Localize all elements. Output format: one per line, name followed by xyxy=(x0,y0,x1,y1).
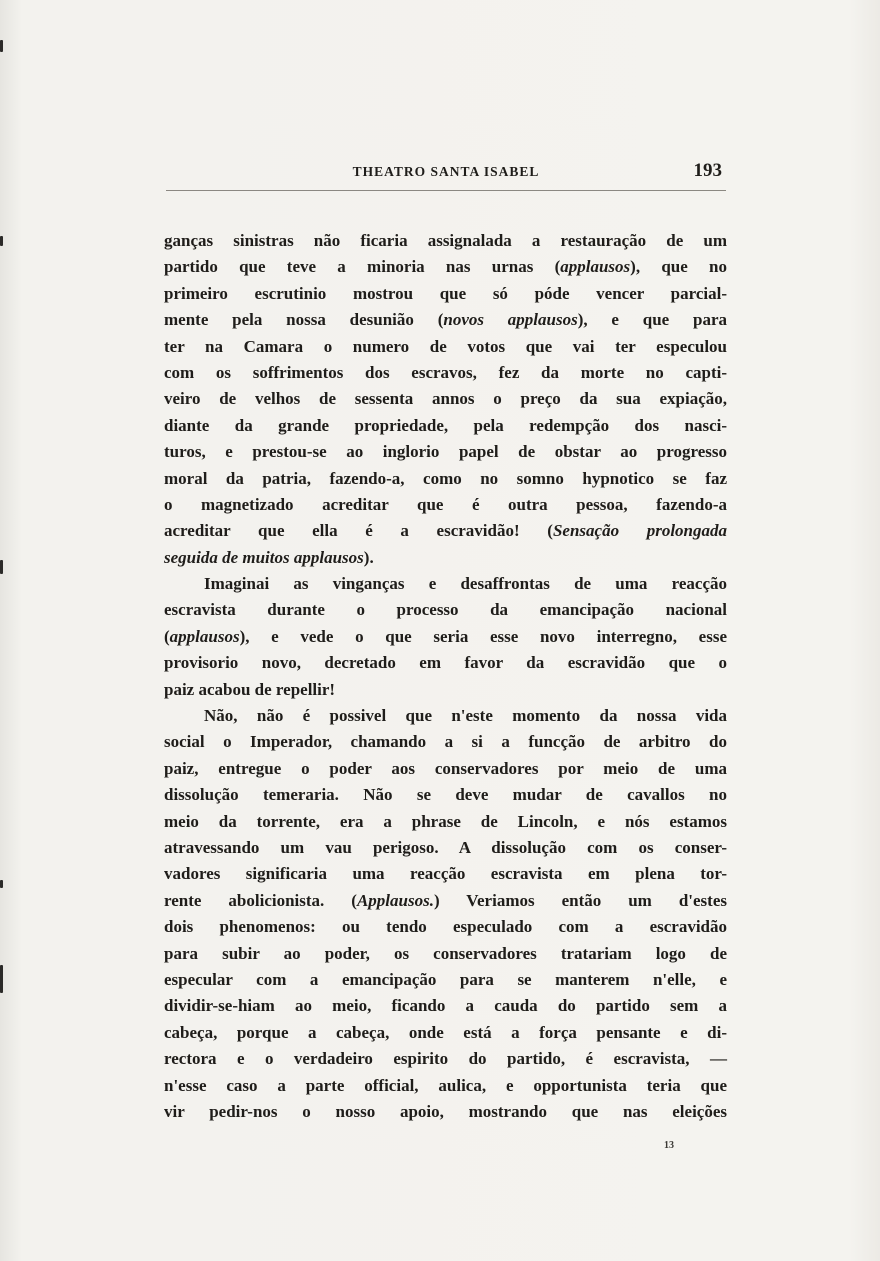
text-line: turos, e prestou-se ao inglorio papel de obstar ao progresso xyxy=(164,442,727,462)
text-line: meio da torrente, era a phrase de Lincoln, e nós estamos xyxy=(164,811,727,831)
text-line: vadores significaria uma reacção escravista em plena tor- xyxy=(164,864,727,884)
text-line: vir pedir-nos o nosso apoio, mostrando que nas eleições xyxy=(164,1101,727,1121)
text-line: rente abolicionista. (Applausos.) Veriamos então um d'estes xyxy=(164,890,727,910)
text-line: seguida de muitos applausos). xyxy=(164,547,374,567)
text-line: o magnetizado acreditar que é outra pessoa, fazendo-a xyxy=(164,494,727,514)
text-line: com os soffrimentos dos escravos, fez da morte no capti- xyxy=(164,362,727,382)
binding-edge-mark xyxy=(0,40,3,52)
text-line: dois phenomenos: ou tendo especulado com a escravidão xyxy=(164,917,727,937)
binding-edge-mark xyxy=(0,965,3,993)
text-line: paiz acabou de repellir! xyxy=(164,679,336,699)
binding-edge-mark xyxy=(0,560,3,574)
text-line: Imaginai as vinganças e desaffrontas de uma reacção xyxy=(204,574,727,594)
text-line: escravista durante o processo da emancipação nacional xyxy=(164,600,727,620)
text-line: moral da patria, fazendo-a, como no somno hypnotico se faz xyxy=(164,468,727,488)
text-line: primeiro escrutinio mostrou que só póde vencer parcial- xyxy=(164,283,727,303)
text-line: dividir-se-hiam ao meio, ficando a cauda do partido sem a xyxy=(164,996,727,1016)
binding-edge-mark xyxy=(0,880,3,888)
running-head xyxy=(166,160,726,190)
text-line: diante da grande propriedade, pela redempção dos nasci- xyxy=(164,415,727,435)
binding-edge-mark xyxy=(0,236,3,246)
text-line: para subir ao poder, os conservadores tratariam logo de xyxy=(164,943,727,963)
text-line: provisorio novo, decretado em favor da escravidão que o xyxy=(164,653,727,673)
text-line: veiro de velhos de sessenta annos o preço da sua expiação, xyxy=(164,389,727,409)
text-line: rectora e o verdadeiro espirito do partido, é escravista, — xyxy=(164,1049,727,1069)
text-line: n'esse caso a parte official, aulica, e opportunista teria que xyxy=(164,1075,727,1095)
text-line: Não, não é possivel que n'este momento da nossa vida xyxy=(204,706,727,726)
text-line: especular com a emancipação para se manterem n'elle, e xyxy=(164,969,727,989)
page-number: 193 xyxy=(693,160,722,181)
text-line: mente pela nossa desunião (novos applausos), e que para xyxy=(164,310,727,330)
text-line: paiz, entregue o poder aos conservadores por meio de uma xyxy=(164,758,727,778)
signature-mark: 13 xyxy=(664,1140,674,1151)
text-line: atravessando um vau perigoso. A dissolução com os conser- xyxy=(164,837,727,857)
text-line: acreditar que ella é a escravidão! (Sensação prolongada xyxy=(164,521,727,541)
body-text xyxy=(164,228,727,1125)
text-line: partido que teve a minoria nas urnas (applausos), que no xyxy=(164,257,727,277)
text-line: ter na Camara o numero de votos que vai ter especulou xyxy=(164,336,727,356)
header-rule xyxy=(166,190,726,191)
running-title: THEATRO SANTA ISABEL xyxy=(352,164,540,179)
text-line: ganças sinistras não ficaria assignalada a restauração de um xyxy=(164,231,727,250)
text-line: dissolução temeraria. Não se deve mudar de cavallos no xyxy=(164,785,727,805)
text-line: cabeça, porque a cabeça, onde está a força pensante e di- xyxy=(164,1022,727,1042)
text-line: social o Imperador, chamando a si a funcção de arbitro do xyxy=(164,732,727,752)
text-line: (applausos), e vede o que seria esse novo interregno, esse xyxy=(164,626,727,646)
